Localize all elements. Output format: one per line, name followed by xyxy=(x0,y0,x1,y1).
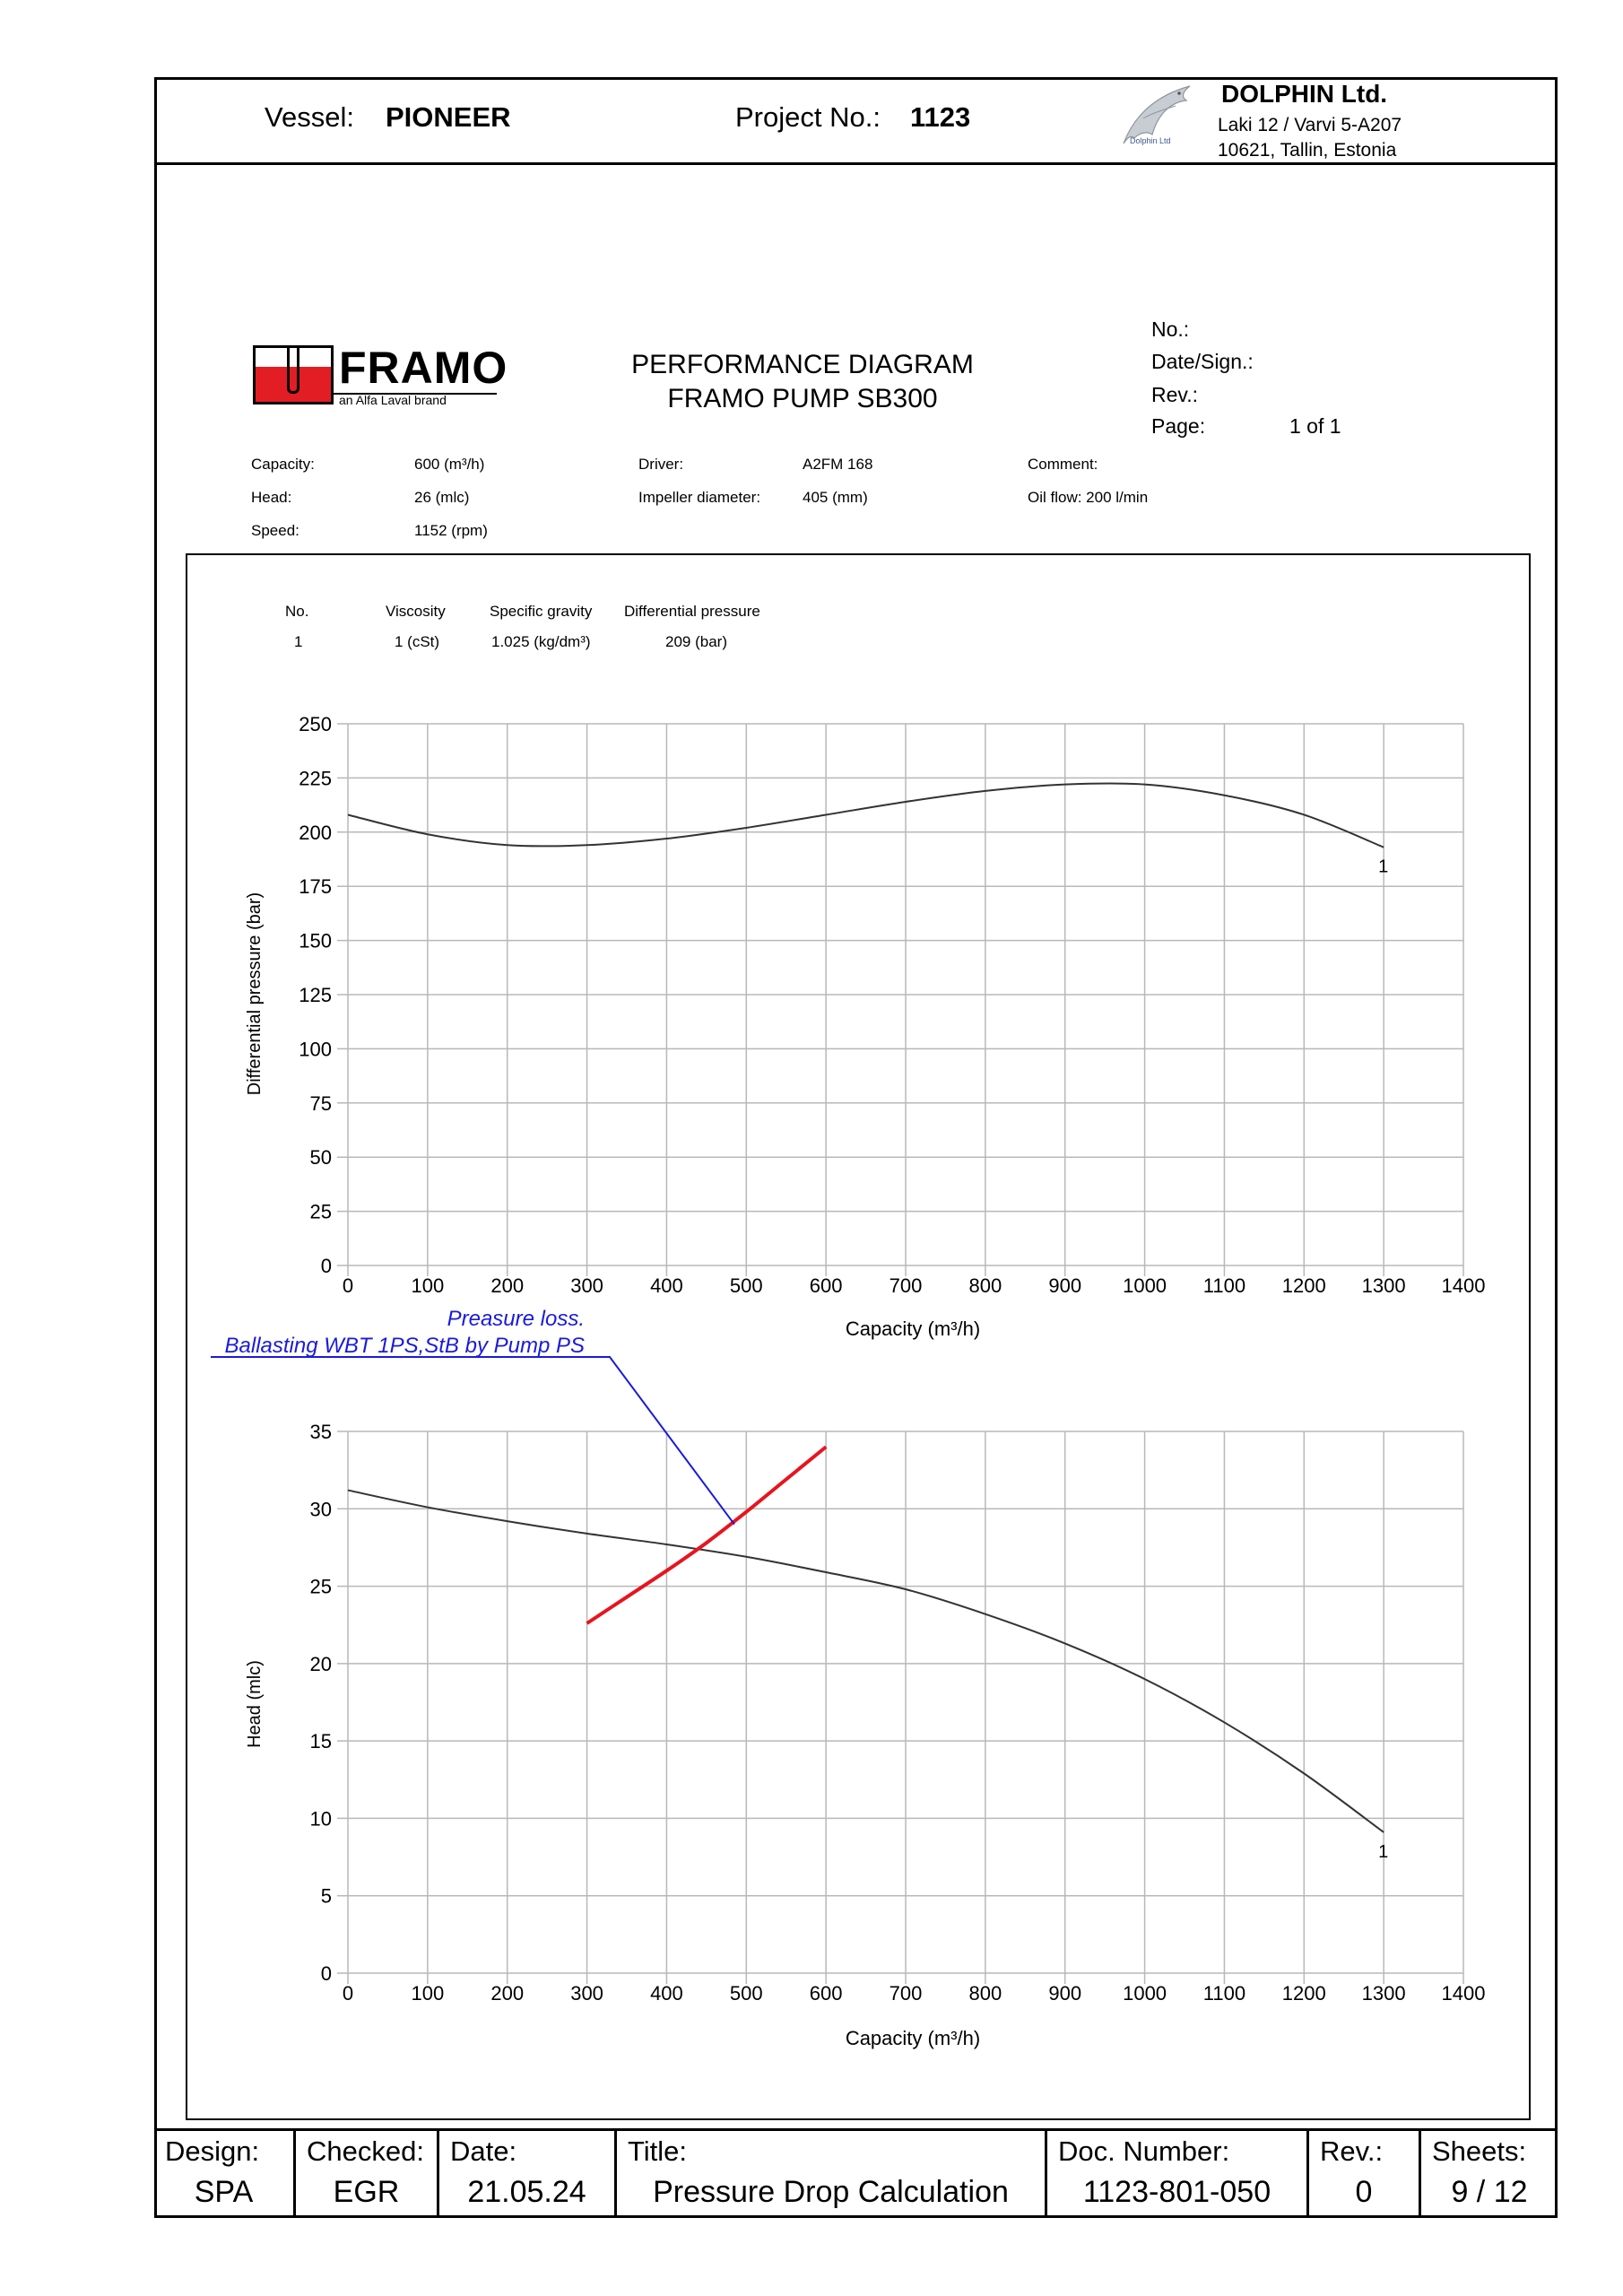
head-ytick-label: 35 xyxy=(309,1421,332,1443)
framo-logo-sub: an Alfa Laval brand xyxy=(339,393,447,407)
vessel-name: PIONEER xyxy=(386,101,511,133)
tb-rev-value: 0 xyxy=(1355,2175,1373,2209)
head-ytick-label: 15 xyxy=(309,1730,332,1753)
dp-xtick-label: 600 xyxy=(809,1274,843,1297)
dp-ylabel: Differential pressure (bar) xyxy=(245,891,265,1096)
annotation-line1: Preasure loss. xyxy=(447,1307,585,1331)
annotation-line2: Ballasting WBT 1PS,StB by Pump PS xyxy=(224,1334,585,1358)
diagram-title-1: PERFORMANCE DIAGRAM xyxy=(631,350,974,379)
head-xtick-label: 1100 xyxy=(1202,1982,1246,2005)
head-xtick-label: 1000 xyxy=(1123,1982,1167,2005)
head-ytick-label: 5 xyxy=(320,1884,332,1908)
dp-xtick-label: 100 xyxy=(411,1274,445,1297)
tb-sheets-value: 9 / 12 xyxy=(1451,2175,1528,2209)
head-xtick-label: 300 xyxy=(570,1982,603,2005)
table-cell-viscosity: 1 (cSt) xyxy=(395,633,440,650)
head-xtick-label: 1300 xyxy=(1361,1982,1406,2005)
head-xtick-label: 900 xyxy=(1048,1982,1082,2005)
head-xtick-label: 800 xyxy=(968,1982,1002,2005)
tb-title-label: Title: xyxy=(628,2135,688,2167)
tb-title xyxy=(614,2128,1045,2218)
title-block xyxy=(154,2128,1558,2218)
dp-xtick-label: 400 xyxy=(650,1274,683,1297)
head-xtick-label: 600 xyxy=(809,1982,843,2005)
head-label: Head: xyxy=(251,489,292,506)
head-xtick-label: 0 xyxy=(342,1982,354,2005)
table-header-no: No. xyxy=(285,603,309,620)
dp-ytick-label: 25 xyxy=(309,1200,332,1223)
driver-value: A2FM 168 xyxy=(803,456,873,473)
tb-design-label: Design: xyxy=(165,2135,260,2167)
rev-label: Rev.: xyxy=(1151,383,1198,406)
differential-pressure-chart xyxy=(245,713,1485,1340)
table-cell-specific-gravity: 1.025 (kg/dm³) xyxy=(491,633,591,650)
title-block-top-line xyxy=(154,2128,1558,2131)
speed-value: 1152 (rpm) xyxy=(414,522,488,539)
head-ytick-label: 10 xyxy=(309,1807,332,1831)
head-value: 26 (mlc) xyxy=(414,489,470,506)
head-series-label: 1 xyxy=(1378,1841,1389,1862)
diagram-title-2: FRAMO PUMP SB300 xyxy=(667,384,938,413)
tb-date-value: 21.05.24 xyxy=(467,2175,586,2209)
no-label: No.: xyxy=(1151,317,1190,341)
head-ytick-label: 30 xyxy=(309,1498,332,1521)
dp-xtick-label: 800 xyxy=(968,1274,1002,1297)
dp-ytick-label: 150 xyxy=(299,929,332,952)
dp-ytick-label: 200 xyxy=(299,821,332,844)
tb-sheets-label: Sheets: xyxy=(1432,2135,1527,2167)
head-xtick-label: 700 xyxy=(889,1982,923,2005)
tb-date-label: Date: xyxy=(450,2135,517,2167)
head-series-line xyxy=(348,1491,1384,1832)
table-cell-diff-pressure: 209 (bar) xyxy=(665,633,727,650)
table-header-diff-pressure: Differential pressure xyxy=(624,603,760,620)
dp-xtick-label: 200 xyxy=(490,1274,525,1297)
dp-ytick-label: 250 xyxy=(299,713,332,735)
dp-series-line xyxy=(348,783,1384,847)
table-cell-no: 1 xyxy=(294,633,303,650)
dp-xlabel: Capacity (m³/h) xyxy=(845,1318,981,1340)
speed-label: Speed: xyxy=(251,522,299,539)
table-header-specific-gravity: Specific gravity xyxy=(490,603,593,620)
capacity-label: Capacity: xyxy=(251,456,315,473)
dp-xtick-label: 1300 xyxy=(1361,1274,1406,1297)
head-xtick-label: 100 xyxy=(411,1982,445,2005)
tb-design-value: SPA xyxy=(194,2175,254,2209)
impeller-value: 405 (mm) xyxy=(803,489,868,506)
head-xtick-label: 500 xyxy=(729,1982,763,2005)
dp-xtick-label: 1400 xyxy=(1441,1274,1486,1297)
annotation-leader xyxy=(585,1357,734,1525)
company-address-line2: 10621, Tallin, Estonia xyxy=(1218,140,1397,161)
framo-logo-text: FRAMO xyxy=(339,343,508,393)
dp-ytick-label: 100 xyxy=(299,1038,332,1061)
head-xtick-label: 1200 xyxy=(1281,1982,1326,2005)
tb-rev xyxy=(1306,2128,1419,2218)
tb-sheets xyxy=(1419,2128,1558,2218)
page-value: 1 of 1 xyxy=(1289,414,1341,438)
vessel-label: Vessel: xyxy=(265,101,354,133)
dp-ytick-label: 75 xyxy=(309,1091,332,1115)
head-ytick-label: 25 xyxy=(309,1575,332,1598)
head-xlabel: Capacity (m³/h) xyxy=(845,2027,981,2049)
dp-xtick-label: 1000 xyxy=(1123,1274,1167,1297)
tb-checked-value: EGR xyxy=(333,2175,400,2209)
dp-xtick-label: 500 xyxy=(729,1274,763,1297)
dp-ytick-label: 50 xyxy=(309,1146,332,1170)
date-sign-label: Date/Sign.: xyxy=(1151,350,1254,373)
tb-design xyxy=(154,2128,293,2218)
project-label: Project No.: xyxy=(735,101,881,133)
company-name: DOLPHIN Ltd. xyxy=(1221,80,1388,108)
tb-checked xyxy=(293,2128,437,2218)
dp-xtick-label: 0 xyxy=(342,1274,354,1297)
comment-value: Oil flow: 200 l/min xyxy=(1028,489,1149,506)
dp-xtick-label: 900 xyxy=(1048,1274,1082,1297)
head-chart xyxy=(211,1307,1485,2049)
dp-series-label: 1 xyxy=(1378,857,1389,877)
tb-date xyxy=(437,2128,614,2218)
project-number: 1123 xyxy=(910,101,971,133)
head-xtick-label: 1400 xyxy=(1441,1982,1486,2005)
page-label: Page: xyxy=(1151,414,1206,438)
dp-ytick-label: 0 xyxy=(320,1255,332,1277)
comment-label: Comment: xyxy=(1028,456,1098,473)
driver-label: Driver: xyxy=(638,456,684,473)
dp-ytick-label: 175 xyxy=(299,875,332,899)
company-address-line1: Laki 12 / Varvi 5-A207 xyxy=(1218,115,1402,135)
dp-ytick-label: 125 xyxy=(299,984,332,1006)
tb-rev-label: Rev.: xyxy=(1320,2135,1384,2167)
tb-title-value: Pressure Drop Calculation xyxy=(653,2175,1009,2209)
head-ylabel: Head (mlc) xyxy=(245,1660,265,1748)
head-xtick-label: 400 xyxy=(650,1982,683,2005)
table-header-viscosity: Viscosity xyxy=(386,603,446,620)
tb-doc-label: Doc. Number: xyxy=(1058,2135,1230,2167)
tb-doc xyxy=(1045,2128,1306,2218)
head-xtick-label: 200 xyxy=(490,1982,525,2005)
head-ytick-label: 20 xyxy=(309,1652,332,1675)
dp-xtick-label: 1100 xyxy=(1202,1274,1246,1297)
dolphin-logo-caption: Dolphin Ltd xyxy=(1130,136,1171,145)
head-ytick-label: 0 xyxy=(320,1962,332,1985)
head-series-line xyxy=(587,1447,827,1623)
impeller-label: Impeller diameter: xyxy=(638,489,761,506)
dp-xtick-label: 300 xyxy=(570,1274,603,1297)
tb-doc-value: 1123-801-050 xyxy=(1082,2175,1271,2209)
capacity-value: 600 (m³/h) xyxy=(414,456,485,473)
dp-ytick-label: 225 xyxy=(299,767,332,790)
tb-checked-label: Checked: xyxy=(307,2135,424,2167)
dp-xtick-label: 1200 xyxy=(1281,1274,1326,1297)
dp-xtick-label: 700 xyxy=(889,1274,923,1297)
